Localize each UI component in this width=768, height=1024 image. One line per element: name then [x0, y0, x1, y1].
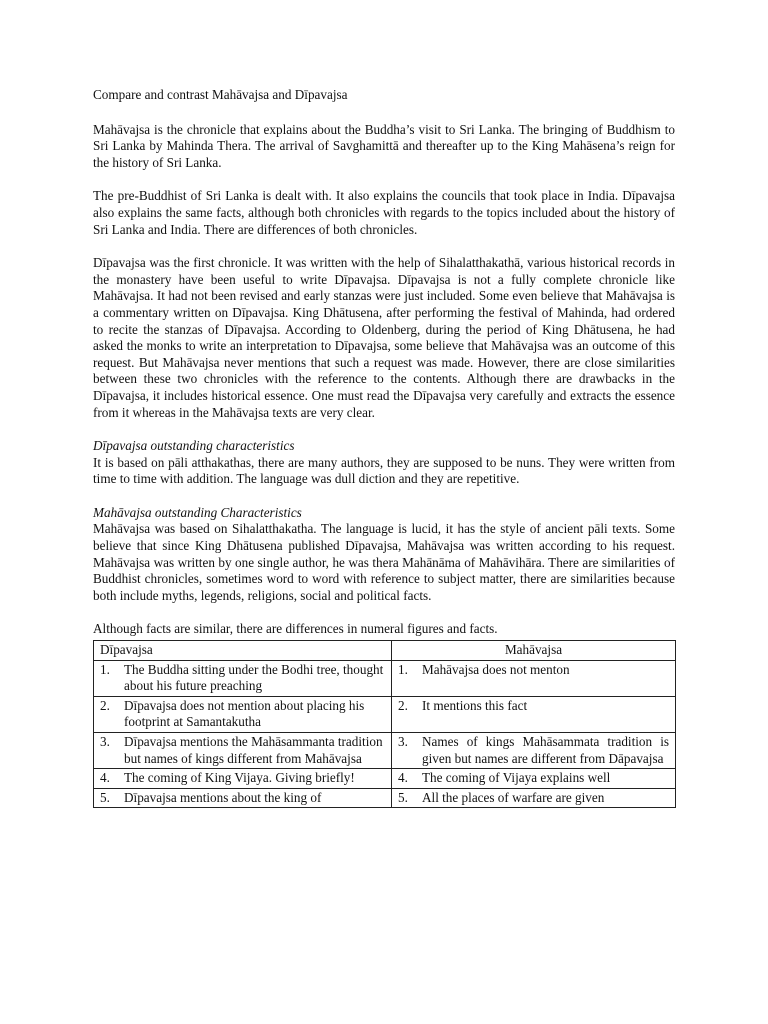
row-number: 2.: [100, 697, 110, 713]
row-number: 3.: [398, 734, 408, 749]
row-number: 5.: [398, 789, 408, 805]
row-number: 3.: [100, 734, 110, 749]
paragraph-1: Mahāvajsa is the chronicle that explains about the Buddha’s visit to Sri Lanka. The bringing of Buddhism to Sri Lanka by Mahinda Thera. The arrival of Savghamittā and thereafter up to the King Mahāsena’s reign for the history of Sri Lanka.: [93, 121, 675, 170]
row-right-text: All the places of warfare are given: [422, 789, 605, 805]
document-page: [93, 87, 675, 808]
paragraph-2: The pre-Buddhist of Sri Lanka is dealt with. It also explains the councils that took place in India. Dīpavajsa also explains the same facts, although both chronicles with regards to the topics included about the history of Sri Lanka and India. There are differences of both chronicles.: [93, 188, 675, 237]
header-mahavajsa: Mahāvajsa: [392, 641, 676, 661]
row-number: 1.: [398, 661, 408, 677]
row-left-text: Dīpavajsa does not mention about placing his footprint at Samantakutha: [124, 697, 365, 730]
comparison-table: [93, 640, 676, 808]
table-row: [94, 660, 676, 696]
row-number: 2.: [398, 697, 408, 713]
table-header-row: [94, 641, 676, 661]
document-title: Compare and contrast Mahāvajsa and Dīpavajsa: [93, 87, 348, 102]
row-right-text: The coming of Vijaya explains well: [422, 770, 611, 786]
section-text-dipavajsa: It is based on pāli atthakathas, there are many authors, they are supposed to be nuns. They were written from time to time with addition. The language was dull diction and they are repetitive.: [93, 454, 675, 487]
row-right-text: Mahāvajsa does not menton: [422, 661, 570, 677]
row-number: 4.: [100, 770, 110, 786]
header-dipavajsa: Dīpavajsa: [94, 641, 392, 661]
section-text-mahavajsa: Mahāvajsa was based on Sihalatthakatha. The language is lucid, it has the style of ancient pāli texts. Some believe that since King Dhātusena published Dīpavajsa, Mahāvajsa was written according to his request. Mahāvajsa was written by one single author, he was thera Mahānāma of Mahāvihāra. There are similarities of Buddhist chronicles, sometimes word to word with reference to subject matter, there are similarities because both include myths, legends, religions, social and political facts.: [93, 521, 675, 603]
table-row: [94, 788, 676, 808]
section-heading-dipavajsa: Dīpavajsa outstanding characteristics: [93, 438, 295, 454]
section-heading-mahavajsa: Mahāvajsa outstanding Characteristics: [93, 504, 302, 520]
row-number: 5.: [100, 789, 110, 805]
paragraph-3: Dīpavajsa was the first chronicle. It was written with the help of Sihalatthakathā, various historical records in the monastery have been useful to write Dīpavajsa. Dīpavajsa is not a fully complete chronicle like Mahāvajsa. It had not been revised and early stanzas were just included. Some even believe that Mahāvajsa is a commentary written on Dīpavajsa. King Dhātusena, after performing the festival of Mahinda, had ordered to recite the stanzas of Dīpavajsa. According to Oldenberg, during the period of King Dhātusena, he had asked the monks to write an interpretation to Dīpavajsa, some believe that Mahāvajsa was an outcome of this request. But Mahāvajsa never mentions that such a request was made. However, there are close similarities between these two chronicles with the reference to the contents. Although there are drawbacks in the Dīpavajsa, it includes historical essence. One must read the Dīpavajsa very carefully and extracts the essence from it whereas in the Mahāvajsa texts are very clear.: [93, 255, 675, 420]
row-left-text: The coming of King Vijaya. Giving briefly!: [124, 770, 355, 786]
row-number: 1.: [100, 661, 110, 677]
row-number: 4.: [398, 770, 408, 786]
row-left-text: Dīpavajsa mentions the Mahāsammanta tradition but names of kings different from Mahāvajsa: [124, 734, 383, 766]
row-right-text: Names of kings Mahāsammata tradition is given but names are different from Dāpavajsa: [422, 734, 669, 766]
row-left-text: Dīpavajsa mentions about the king of: [124, 789, 322, 805]
row-left-text: The Buddha sitting under the Bodhi tree, thought about his future preaching: [124, 661, 384, 694]
table-row: [94, 733, 676, 769]
table-row: [94, 769, 676, 789]
row-right-text: It mentions this fact: [422, 697, 528, 713]
table-row: [94, 696, 676, 732]
table-intro: Although facts are similar, there are differences in numeral figures and facts.: [93, 621, 498, 637]
